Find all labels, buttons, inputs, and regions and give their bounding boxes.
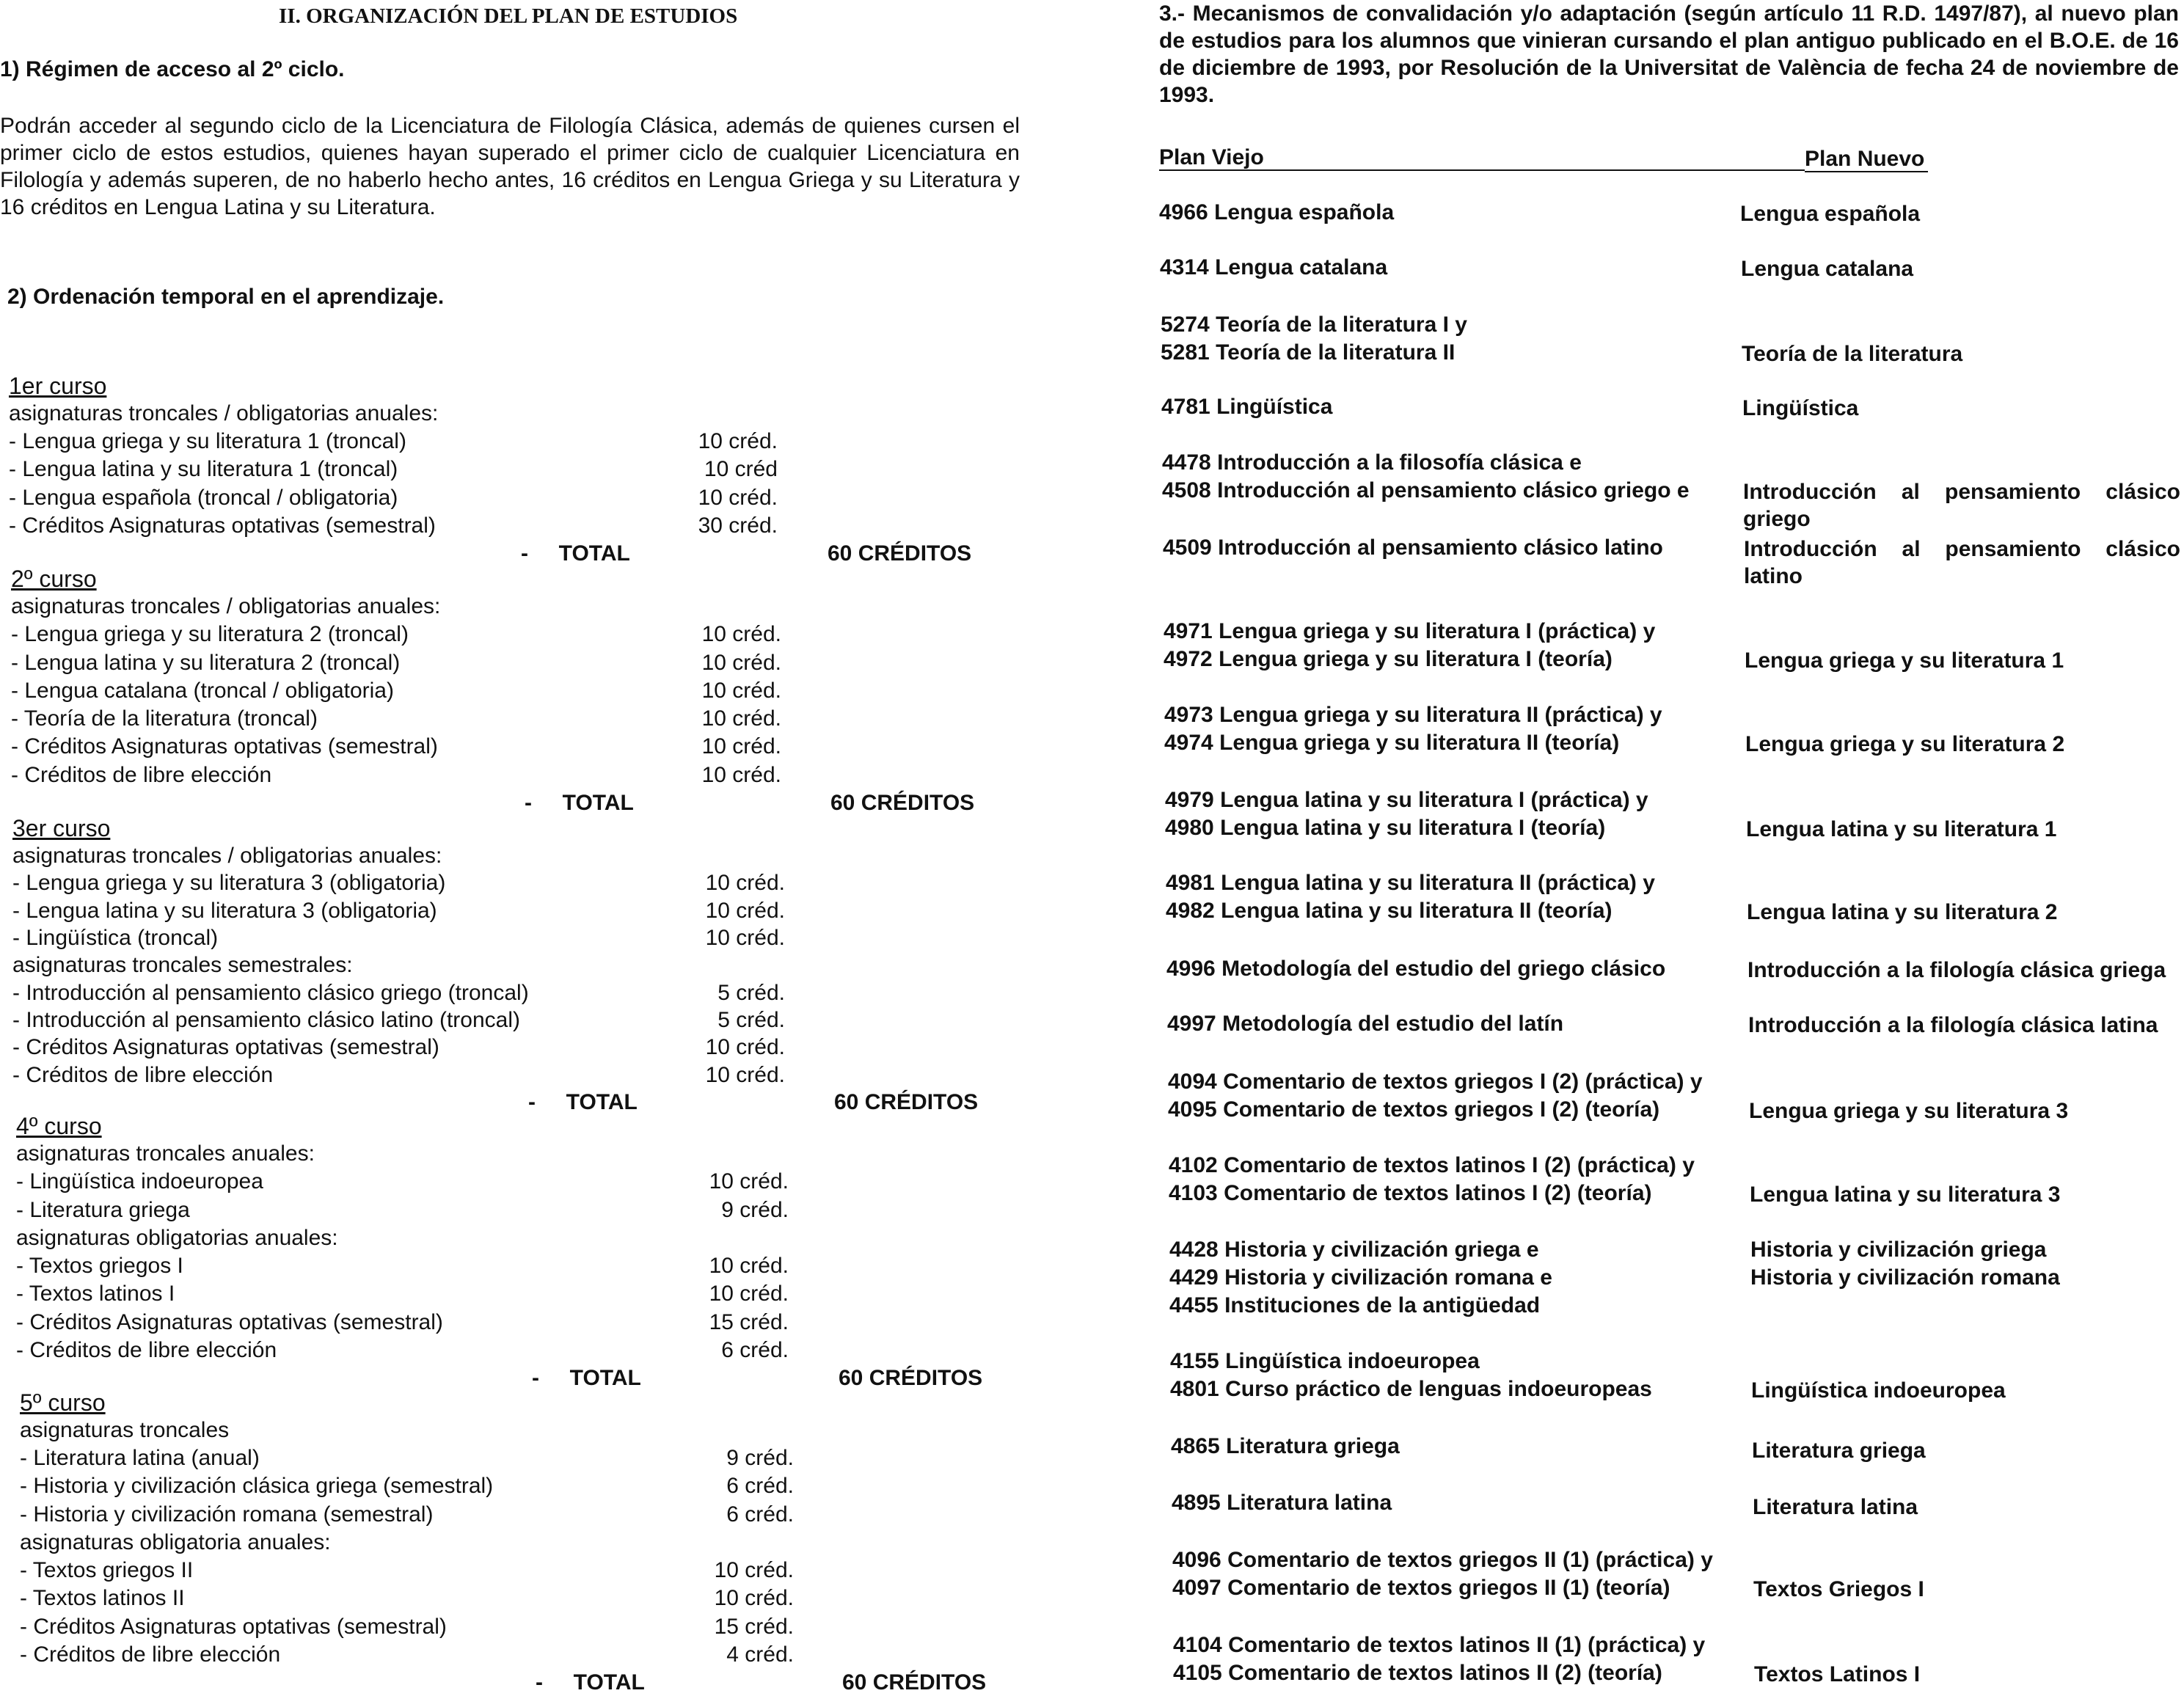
course-row-text: - Lengua griega y su literatura 1 (troncal) [9, 429, 406, 453]
plan-viejo-item: 4865 Literatura griega [1171, 1434, 1400, 1458]
course-row-credits: 10 créd. [701, 706, 781, 731]
plan-nuevo-item: Lingüística indoeuropea [1751, 1378, 2006, 1403]
plan-viejo-item: 4428 Historia y civilización griega e [1169, 1238, 1539, 1262]
plan-viejo-item: 4314 Lengua catalana [1160, 255, 1388, 279]
plan-viejo-item: 4105 Comentario de textos latinos II (2) (teoría) [1173, 1661, 1662, 1685]
course-row-text: - Textos griegos II [20, 1558, 194, 1582]
plan-nuevo-item: Literatura latina [1753, 1495, 1918, 1519]
course-row-credits: 10 créd. [701, 734, 781, 759]
plan-nuevo-item: Introducción a la filología clásica griega [1747, 958, 2166, 982]
section-1-heading: 1) Régimen de acceso al 2º ciclo. [0, 57, 345, 81]
course-row-text: - Literatura griega [16, 1198, 190, 1222]
plan-viejo-item: 4508 Introducción al pensamiento clásico griego e [1162, 478, 1690, 502]
plan-nuevo-item: Introducción al pensamiento clásico latino [1744, 537, 2180, 588]
course-row-credits: 10 créd. [705, 1035, 785, 1059]
plan-viejo-item: 4981 Lengua latina y su literatura II (práctica) y [1166, 871, 1655, 895]
course-row-text: - Lingüística (troncal) [12, 926, 219, 950]
plan-viejo-item: 4155 Lingüística indoeuropea [1170, 1349, 1480, 1373]
course-row-text: - Créditos Asignaturas optativas (semestral) [12, 1035, 439, 1059]
plan-viejo-item: 4980 Lengua latina y su literatura I (teoría) [1165, 816, 1606, 840]
course-row-text: - Créditos de libre elección [16, 1338, 277, 1362]
plan-nuevo-item: Textos Latinos I [1754, 1662, 1921, 1686]
plan-viejo-item: 4781 Lingüística [1161, 395, 1333, 419]
course-row-text: - Lengua latina y su literatura 3 (obligatoria) [12, 899, 437, 923]
course-total-label: - TOTAL [528, 1090, 638, 1114]
course-row-text: - Introducción al pensamiento clásico latino (troncal) [12, 1008, 521, 1032]
plan-nuevo-item: Lengua catalana [1741, 257, 1914, 281]
course-row-credits: 9 créd. [726, 1446, 794, 1470]
course-row-text: - Lengua latina y su literatura 1 (troncal) [9, 457, 398, 481]
plan-nuevo-item: Lengua latina y su literatura 2 [1747, 900, 2058, 924]
course-row-text: - Lengua griega y su literatura 3 (obligatoria) [12, 871, 446, 895]
plan-nuevo-item: Historia y civilización romana [1750, 1265, 2060, 1290]
plan-viejo-item: 4972 Lengua griega y su literatura I (teoría) [1164, 647, 1613, 671]
plan-viejo-item: 4974 Lengua griega y su literatura II (teoría) [1164, 731, 1620, 755]
course-row-credits: 6 créd. [726, 1474, 794, 1498]
course-row-text: - Lengua española (troncal / obligatoria) [9, 486, 398, 510]
course-row-credits: 10 créd. [709, 1169, 789, 1194]
plan-viejo-item: 4102 Comentario de textos latinos I (2) (práctica) y [1169, 1153, 1695, 1177]
course-row-credits: 10 créd. [705, 899, 785, 923]
course-row-credits: 30 créd. [698, 513, 778, 538]
course-row-text: - Lengua griega y su literatura 2 (troncal) [11, 622, 409, 646]
course-row-text: - Textos griegos I [16, 1254, 183, 1278]
course-row-credits: 10 créd. [714, 1558, 794, 1582]
course-row-credits: 10 créd. [705, 926, 785, 950]
plan-nuevo-item: Lengua española [1740, 202, 1921, 226]
plan-viejo-item: 4979 Lengua latina y su literatura I (práctica) y [1165, 788, 1648, 812]
course-row-text: - Lingüística indoeuropea [16, 1169, 263, 1194]
course-row-credits: 4 créd. [726, 1642, 794, 1667]
plan-viejo-item: 4982 Lengua latina y su literatura II (teoría) [1166, 899, 1613, 923]
course-row-text: - Teoría de la literatura (troncal) [11, 706, 318, 731]
course-row-credits: 10 créd. [709, 1254, 789, 1278]
plan-viejo-item: 4509 Introducción al pensamiento clásico latino [1163, 536, 1663, 560]
course-row-text: - Textos latinos II [20, 1586, 185, 1610]
course-total-value: 60 CRÉDITOS [828, 541, 972, 566]
plan-viejo-item: 4996 Metodología del estudio del griego clásico [1166, 957, 1666, 981]
header-plan-viejo: Plan Viejo [1159, 145, 1264, 169]
course-row-credits: 10 créd. [705, 871, 785, 895]
plan-viejo-item: 4096 Comentario de textos griegos II (1) (práctica) y [1172, 1548, 1713, 1572]
plan-nuevo-item: Introducción al pensamiento clásico griego [1743, 480, 2180, 531]
course-row-credits: 15 créd. [714, 1615, 794, 1639]
course-row-text: - Historia y civilización romana (semestral) [20, 1502, 434, 1527]
page-title: II. ORGANIZACIÓN DEL PLAN DE ESTUDIOS [279, 4, 738, 28]
course-row-text: asignaturas troncales anuales: [16, 1141, 315, 1166]
course-total-label: - TOTAL [521, 541, 630, 566]
plan-nuevo-item: Historia y civilización griega [1750, 1238, 2047, 1262]
course-total-value: 60 CRÉDITOS [834, 1090, 979, 1114]
plan-nuevo-item: Lingüística [1742, 396, 1859, 420]
course-row-credits: 15 créd. [709, 1310, 789, 1334]
course-total-label: - TOTAL [536, 1670, 645, 1695]
plan-nuevo-item: Lengua latina y su literatura 1 [1746, 817, 2057, 841]
plan-viejo-item: 4478 Introducción a la filosofía clásica e [1162, 450, 1582, 475]
course-total-value: 60 CRÉDITOS [839, 1366, 983, 1390]
plan-viejo-item: 4973 Lengua griega y su literatura II (práctica) y [1164, 703, 1662, 727]
course-total-label: - TOTAL [525, 791, 634, 815]
course-row-text: asignaturas troncales / obligatorias anuales: [9, 401, 439, 425]
course-row-text: - Créditos Asignaturas optativas (semestral) [20, 1615, 447, 1639]
plan-viejo-item: 4103 Comentario de textos latinos I (2) (teoría) [1169, 1181, 1652, 1205]
plan-viejo-item: 4455 Instituciones de la antigüedad [1169, 1293, 1541, 1317]
course-total-value: 60 CRÉDITOS [830, 791, 975, 815]
plan-nuevo-item: Literatura griega [1752, 1439, 1926, 1463]
plan-viejo-item: 4097 Comentario de textos griegos II (1) (teoría) [1172, 1576, 1670, 1600]
course-row-credits: 6 créd. [721, 1338, 789, 1362]
header-underline-new [1805, 171, 1928, 172]
plan-viejo-item: 4966 Lengua española [1159, 200, 1395, 224]
course-row-text: - Créditos de libre elección [12, 1063, 274, 1087]
course-row-credits: 10 créd. [701, 651, 781, 675]
course-row-credits: 10 créd [704, 457, 778, 481]
plan-viejo-item: 4801 Curso práctico de lenguas indoeuropeas [1170, 1377, 1652, 1401]
plan-nuevo-item: Lengua griega y su literatura 3 [1749, 1099, 2069, 1123]
plan-nuevo-item: Lengua latina y su literatura 3 [1750, 1183, 2061, 1207]
plan-nuevo-item: Teoría de la literatura [1742, 342, 1963, 366]
section-3-text: 3.- Mecanismos de convalidación y/o adaptación (según artículo 11 R.D. 1497/87), al nuevo plan de estudios para los alumnos que vinieran cursando el plan antiguo publicado en el B.O.E. de 16 de diciembre de 1993, por Resolución de la Universitat de València de fecha 24 de noviembre de 1993. [1159, 1, 2179, 107]
plan-viejo-item: 4429 Historia y civilización romana e [1169, 1265, 1552, 1290]
course-row-text: - Créditos de libre elección [11, 763, 272, 787]
plan-nuevo-item: Lengua griega y su literatura 1 [1745, 648, 2064, 673]
course-row-credits: 9 créd. [721, 1198, 789, 1222]
plan-viejo-item: 4104 Comentario de textos latinos II (1) (práctica) y [1173, 1633, 1706, 1657]
plan-viejo-item: 4094 Comentario de textos griegos I (2) (práctica) y [1168, 1070, 1703, 1094]
course-row-text: asignaturas troncales [20, 1418, 230, 1442]
header-plan-nuevo: Plan Nuevo [1805, 147, 1925, 171]
section-2-heading: 2) Ordenación temporal en el aprendizaje. [7, 285, 445, 309]
course-row-text: - Literatura latina (anual) [20, 1446, 260, 1470]
plan-viejo-item: 4971 Lengua griega y su literatura I (práctica) y [1164, 619, 1656, 643]
course-row-text: - Créditos Asignaturas optativas (semestral) [9, 513, 436, 538]
course-title: 2º curso [11, 566, 97, 592]
course-row-text: - Lengua catalana (troncal / obligatoria) [11, 679, 394, 703]
course-row-text: asignaturas obligatoria anuales: [20, 1530, 331, 1554]
course-row-credits: 10 créd. [701, 763, 781, 787]
plan-viejo-item: 5281 Teoría de la literatura II [1161, 340, 1456, 365]
course-row-credits: 10 créd. [698, 486, 778, 510]
course-row-credits: 5 créd. [717, 1008, 785, 1032]
course-title: 5º curso [20, 1389, 106, 1416]
course-title: 3er curso [12, 815, 111, 841]
course-row-credits: 6 créd. [726, 1502, 794, 1527]
course-row-credits: 10 créd. [698, 429, 778, 453]
course-row-text: asignaturas troncales semestrales: [12, 953, 353, 977]
plan-viejo-item: 4895 Literatura latina [1172, 1491, 1392, 1515]
section-1-text: Podrán acceder al segundo ciclo de la Licenciatura de Filología Clásica, además de quienes cursen el primer ciclo de estos estudios, quienes hayan superado el primer ciclo de cualquier Licenciatura en Filología y además superen, de no haberlo hecho antes, 16 créditos en Lengua Griega y su Literatura y 16 créditos en Lengua Latina y su Literatura. [0, 114, 1020, 219]
course-row-text: asignaturas troncales / obligatorias anuales: [11, 594, 441, 618]
header-underline [1159, 169, 1805, 171]
course-row-text: - Textos latinos I [16, 1282, 175, 1306]
course-row-credits: 10 créd. [709, 1282, 789, 1306]
plan-viejo-item: 5274 Teoría de la literatura I y [1161, 312, 1467, 337]
plan-nuevo-item: Lengua griega y su literatura 2 [1745, 732, 2065, 756]
plan-nuevo-item: Introducción a la filología clásica latina [1748, 1013, 2158, 1037]
course-row-credits: 10 créd. [701, 622, 781, 646]
course-total-value: 60 CRÉDITOS [842, 1670, 987, 1695]
course-row-credits: 10 créd. [714, 1586, 794, 1610]
course-row-credits: 10 créd. [705, 1063, 785, 1087]
course-row-text: - Créditos Asignaturas optativas (semestral) [16, 1310, 443, 1334]
course-row-text: - Créditos Asignaturas optativas (semestral) [11, 734, 438, 759]
course-row-text: asignaturas troncales / obligatorias anuales: [12, 844, 442, 868]
course-row-text: asignaturas obligatorias anuales: [16, 1226, 338, 1250]
course-title: 1er curso [9, 373, 107, 399]
plan-nuevo-item: Textos Griegos I [1753, 1577, 1924, 1601]
course-title: 4º curso [16, 1113, 102, 1139]
plan-viejo-item: 4095 Comentario de textos griegos I (2) (teoría) [1168, 1097, 1660, 1122]
course-row-credits: 5 créd. [717, 981, 785, 1005]
plan-viejo-item: 4997 Metodología del estudio del latín [1167, 1012, 1564, 1036]
course-row-text: - Lengua latina y su literatura 2 (troncal) [11, 651, 401, 675]
course-row-credits: 10 créd. [701, 679, 781, 703]
course-row-text: - Introducción al pensamiento clásico griego (troncal) [12, 981, 529, 1005]
course-row-text: - Historia y civilización clásica griega (semestral) [20, 1474, 494, 1498]
course-total-label: - TOTAL [532, 1366, 641, 1390]
course-row-text: - Créditos de libre elección [20, 1642, 281, 1667]
